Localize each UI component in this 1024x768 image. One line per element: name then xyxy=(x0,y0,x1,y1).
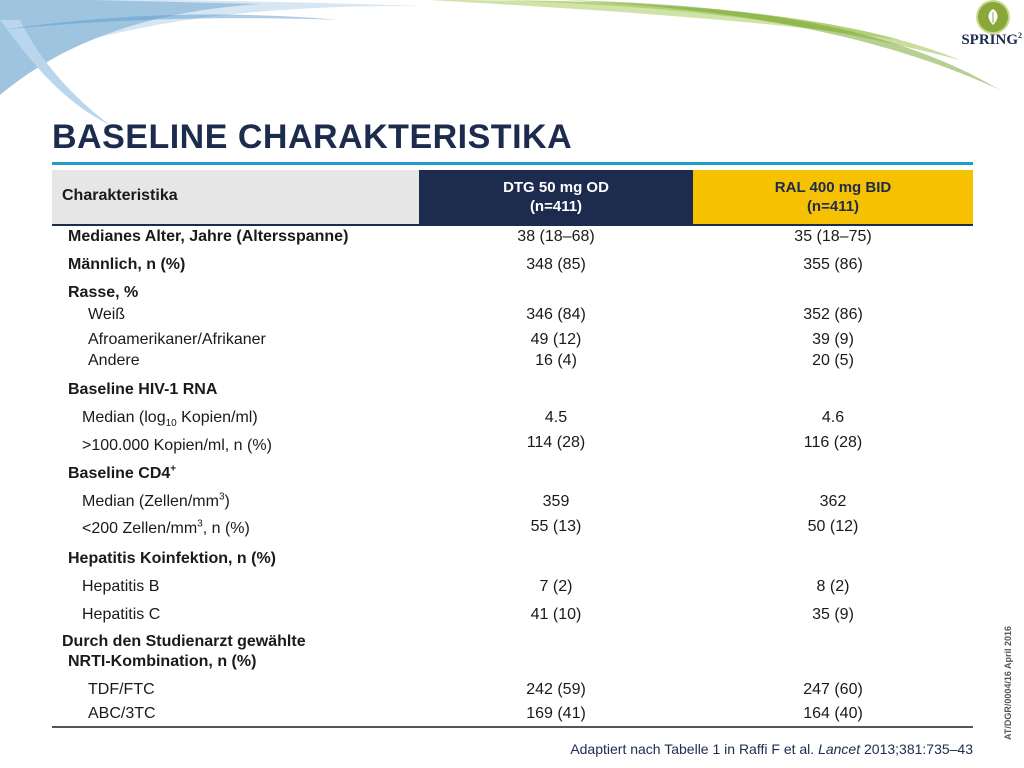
row-label-hiv-high: >100.000 Kopien/ml, n (%) xyxy=(82,437,272,454)
cell-other-dtg: 16 (4) xyxy=(535,352,577,369)
cell-cd4-low-dtg: 55 (13) xyxy=(530,518,582,535)
row-label-hep-b: Hepatitis B xyxy=(82,578,160,595)
cell-tdf-dtg: 242 (59) xyxy=(526,681,586,698)
row-label-other: Andere xyxy=(88,352,140,369)
cell-hep-b-dtg: 7 (2) xyxy=(539,578,573,595)
cell-cd4-median-dtg: 359 xyxy=(542,493,570,510)
cell-hiv-median-ral: 4.6 xyxy=(821,409,845,426)
spring2-logo xyxy=(961,0,1024,60)
row-label-cd4-median: Median $(Zellen/mm^3)$ xyxy=(82,491,230,510)
cell-other-ral: 20 (5) xyxy=(812,352,854,369)
row-label-tdf: TDF/FTC xyxy=(88,681,155,698)
cell-cd4-low-ral: 50 (12) xyxy=(807,518,859,535)
row-label-white: Weiß xyxy=(88,306,126,323)
cell-hep-c-ral: 35 (9) xyxy=(812,606,854,623)
cell-hep-b-ral: 8 (2) xyxy=(816,578,850,595)
cell-age-dtg: 38 (18–68) xyxy=(517,228,595,245)
row-label-nrti-line1: Durch den Studienarzt gewählte xyxy=(62,633,306,650)
cell-hep-c-dtg: 41 (10) xyxy=(530,606,582,623)
row-label-nrti-line2: NRTI-Kombination, n (%) xyxy=(68,653,257,670)
row-label-race: Rasse, % xyxy=(68,284,139,301)
row-label-cd4-low: <200 Zellen/$mm^3$, n (%) xyxy=(82,518,250,537)
cell-white-ral: 352 (86) xyxy=(803,306,863,323)
header-characteristic: Charakteristika xyxy=(62,187,178,204)
row-label-hep: Hepatitis Koinfektion, n (%) xyxy=(68,550,276,567)
cell-african-dtg: 49 (12) xyxy=(530,331,582,348)
cell-hiv-high-ral: 116 (28) xyxy=(803,434,863,451)
row-label-hiv: Baseline HIV-1 RNA xyxy=(68,381,218,398)
row-label-hiv-median: Median ($\log_{10}$ Kopien/ml) xyxy=(82,409,258,430)
citation-footnote: Adaptiert nach Tabelle 1 in Raffi F et al. Lancet 2013;381:735–43 xyxy=(570,741,973,757)
cell-cd4-median-ral: 362 xyxy=(819,493,847,510)
page-title: BASELINE CHARAKTERISTIKA xyxy=(52,118,573,156)
leaf-badge-icon xyxy=(978,2,1008,32)
cell-abc-dtg: 169 (41) xyxy=(526,705,586,722)
logo-text: SPRING$^2$ xyxy=(961,31,1022,48)
row-label-african: Afroamerikaner/Afrikaner xyxy=(88,331,266,348)
cell-tdf-ral: 247 (60) xyxy=(803,681,863,698)
header-dtg: DTG 50 mg OD (n=411) xyxy=(419,170,693,224)
title-underline xyxy=(52,162,973,165)
header-ral: RAL 400 mg BID (n=411) xyxy=(693,170,973,224)
cell-male-dtg: 348 (85) xyxy=(526,256,586,273)
header-rule xyxy=(52,224,973,226)
document-code: AT/DGR/0004/16 April 2016 xyxy=(1003,625,1013,740)
row-label-hep-c: Hepatitis C xyxy=(82,606,161,623)
table-bottom-rule xyxy=(52,726,973,728)
row-label-cd4: Baseline CD4+ xyxy=(68,463,177,482)
cell-abc-ral: 164 (40) xyxy=(803,705,863,722)
baseline-table xyxy=(52,170,973,226)
cell-hiv-median-dtg: 4.5 xyxy=(544,409,568,426)
cell-male-ral: 355 (86) xyxy=(803,256,863,273)
cell-hiv-high-dtg: 114 (28) xyxy=(526,434,586,451)
cell-age-ral: 35 (18–75) xyxy=(794,228,872,245)
cell-african-ral: 39 (9) xyxy=(812,331,854,348)
row-label-abc: ABC/3TC xyxy=(88,705,156,722)
cell-white-dtg: 346 (84) xyxy=(526,306,586,323)
row-label-male: Männlich, n (%) xyxy=(68,256,186,273)
row-label-age: Medianes Alter, Jahre (Altersspanne) xyxy=(68,228,349,245)
table-header xyxy=(52,170,973,224)
